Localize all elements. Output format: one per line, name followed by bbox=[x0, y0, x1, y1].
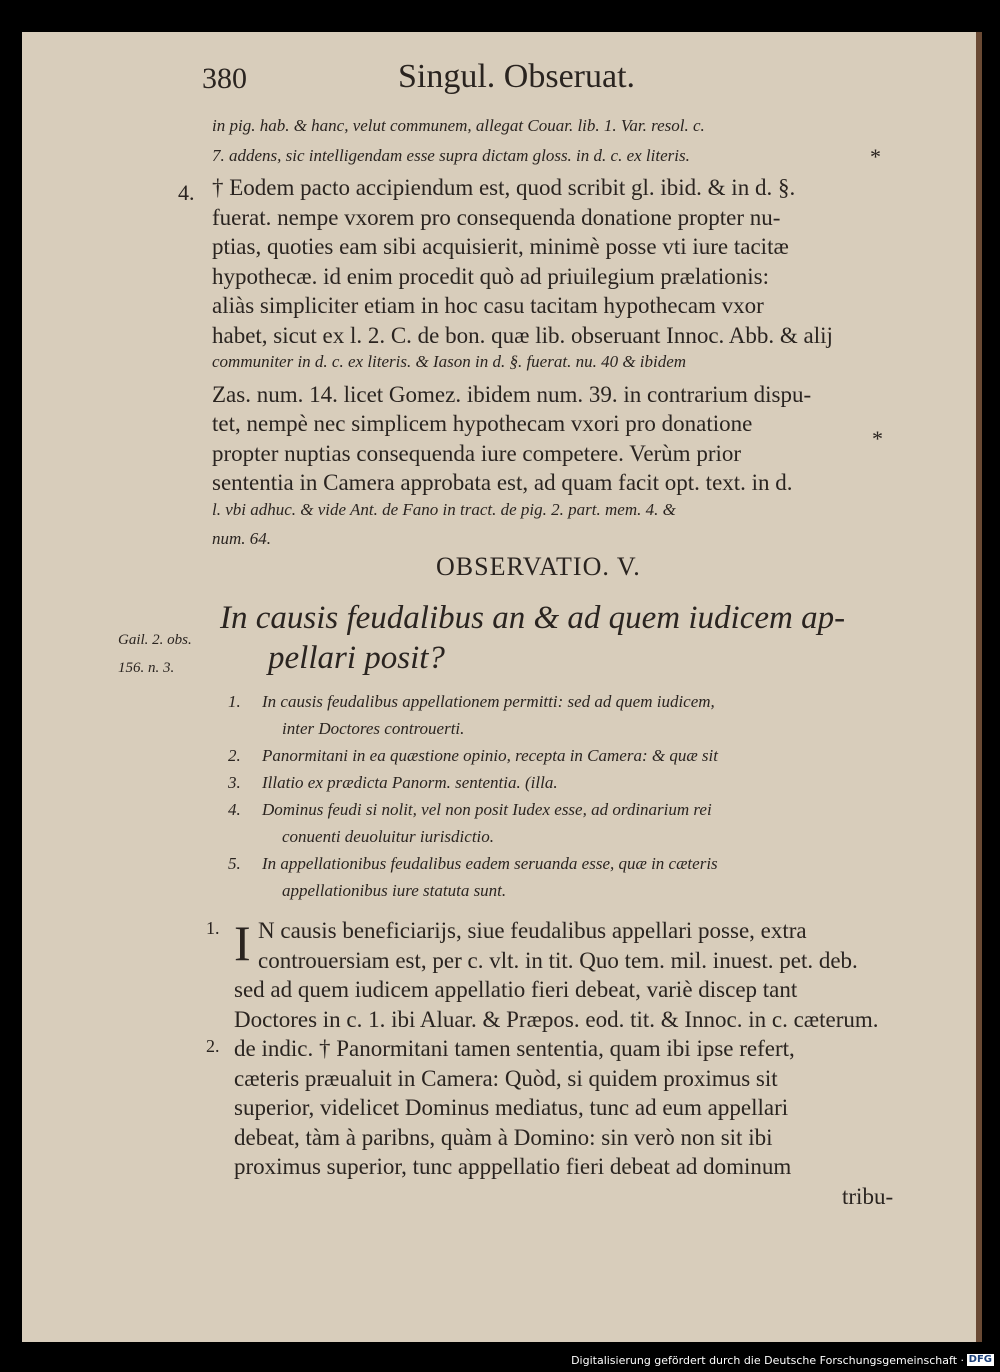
drop-cap: I bbox=[234, 915, 251, 971]
margin-asterisk: * bbox=[870, 144, 881, 169]
summary-number: 3. bbox=[228, 773, 241, 792]
text-line: de indic. † Panormitani tamen sententia, quam ibi ipse refert, bbox=[234, 1036, 795, 1061]
margin-number-4: 4. bbox=[178, 180, 195, 205]
summary-line: In causis feudalibus appellationem permitti: sed ad quem iudicem, bbox=[262, 692, 715, 711]
text-line: sententia in Camera approbata est, ad quam facit opt. text. in d. bbox=[212, 470, 793, 495]
text-line: l. vbi adhuc. & vide Ant. de Fano in tract. de pig. 2. part. mem. 4. & bbox=[212, 499, 676, 519]
dfg-logo: DFG bbox=[968, 1354, 992, 1365]
summary-line: inter Doctores controuerti. bbox=[282, 719, 465, 738]
side-reference-line: 156. n. 3. bbox=[118, 660, 175, 676]
text-line: controuersiam est, per c. vlt. in tit. Quo tem. mil. inuest. pet. deb. bbox=[258, 947, 858, 973]
margin-number: 1. bbox=[206, 918, 220, 938]
summary-line: Dominus feudi si nolit, vel non posit Iudex esse, ad ordinarium rei bbox=[262, 800, 712, 819]
footer-bar bbox=[0, 1349, 1000, 1372]
text-line: Zas. num. 14. licet Gomez. ibidem num. 39. in contrarium dispu- bbox=[212, 381, 812, 407]
text-line: † Eodem pacto accipiendum est, quod scribit gl. ibid. & in d. §. bbox=[212, 175, 796, 200]
summary-number: 1. bbox=[228, 692, 241, 711]
text-line: N causis beneficiarijs, siue feudalibus appellari posse, extra bbox=[258, 918, 807, 943]
margin-asterisk-2: * bbox=[872, 426, 883, 451]
side-reference bbox=[118, 626, 192, 682]
side-reference-line: Gail. 2. obs. bbox=[118, 632, 192, 648]
page-number: 380 bbox=[202, 62, 247, 95]
summary-line: appellationibus iure statuta sunt. bbox=[282, 881, 507, 900]
text-line: in pig. hab. & hanc, velut communem, allegat Couar. lib. 1. Var. resol. c. bbox=[212, 116, 705, 135]
summary-line: conuenti deuoluitur iurisdictio. bbox=[282, 827, 495, 846]
section-title bbox=[220, 598, 845, 678]
book-page bbox=[22, 32, 982, 1342]
text-line: habet, sicut ex l. 2. C. de bon. quæ lib. obseruant Innoc. Abb. & alij bbox=[212, 322, 833, 348]
footer-credit: Digitalisierung gefördert durch die Deutsche Forschungsgemeinschaft · bbox=[571, 1354, 964, 1367]
text-line: cæteris præualuit in Camera: Quòd, si quidem proximus sit bbox=[234, 1065, 778, 1091]
text-line: tet, nempè nec simplicem hypothecam vxori pro donatione bbox=[212, 411, 753, 436]
running-title: Singul. Obseruat. bbox=[398, 58, 636, 95]
text-line: fuerat. nempe vxorem pro consequenda donatione propter nu- bbox=[212, 204, 781, 230]
summary-number: 5. bbox=[228, 854, 241, 873]
text-line: ptias, quoties eam sibi acquisierit, minimè posse vti iure tacitæ bbox=[212, 234, 789, 259]
summary-number: 4. bbox=[228, 800, 241, 819]
text-line: superior, videlicet Dominus mediatus, tunc ad eum appellari bbox=[234, 1095, 789, 1120]
text-line: propter nuptias consequenda iure competere. Verùm prior bbox=[212, 440, 742, 466]
summary-line: In appellationibus feudalibus eadem seruanda esse, quæ in cæteris bbox=[262, 854, 718, 873]
section-title-line: In causis feudalibus an & ad quem iudicem ap- bbox=[220, 600, 846, 636]
text-line: 7. addens, sic intelligendam esse supra dictam gloss. in d. c. ex literis. bbox=[212, 145, 690, 165]
margin-number: 2. bbox=[206, 1036, 220, 1056]
text-line: Doctores in c. 1. ibi Aluar. & Præpos. eod. tit. & Innoc. in c. cæterum. bbox=[234, 1006, 879, 1032]
text-line: debeat, tàm à paribns, quàm à Domino: sin verò non sit ibi bbox=[234, 1124, 773, 1150]
section-heading: OBSERVATIO. V. bbox=[436, 552, 641, 581]
summary-line: Panormitani in ea quæstione opinio, recepta in Camera: & quæ sit bbox=[262, 746, 718, 765]
text-line: proximus superior, tunc apppellatio fieri debeat ad dominum bbox=[234, 1154, 792, 1179]
text-line: hypothecæ. id enim procedit quò ad priuilegium prælationis: bbox=[212, 263, 770, 289]
text-line: sed ad quem iudicem appellatio fieri debeat, variè discep tant bbox=[234, 977, 798, 1002]
section-title-line: pellari posit? bbox=[268, 640, 445, 676]
text-line: aliàs simpliciter etiam in hoc casu tacitam hypothecam vxor bbox=[212, 293, 764, 318]
text-line: num. 64. bbox=[212, 529, 272, 548]
summary-line: Illatio ex prædicta Panorm. sententia. (illa. bbox=[262, 773, 558, 792]
summary-number: 2. bbox=[228, 746, 241, 765]
text-line: communiter in d. c. ex literis. & Iason in d. §. fuerat. nu. 40 & ibidem bbox=[212, 352, 687, 371]
text-line: tribu- bbox=[842, 1183, 894, 1209]
